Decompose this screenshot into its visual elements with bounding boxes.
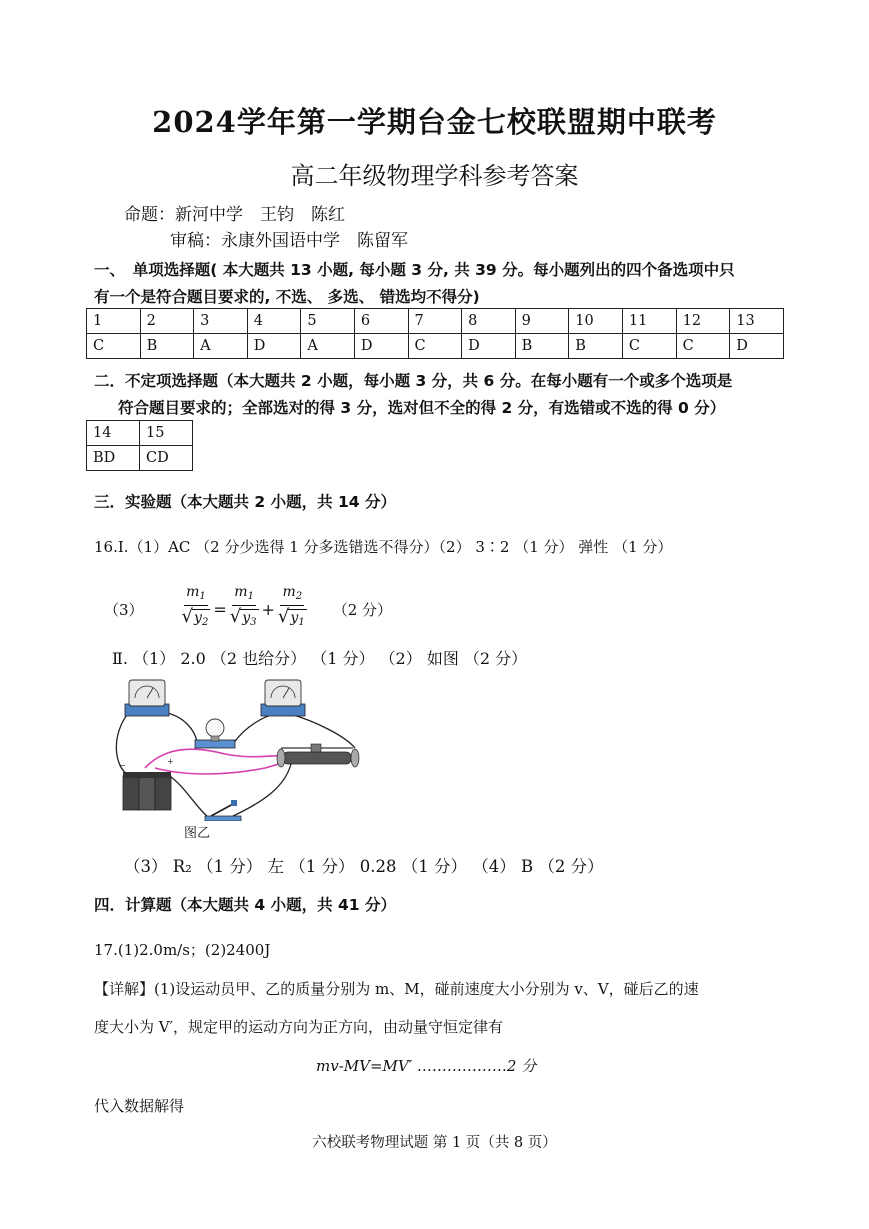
q16-part3 — [104, 584, 392, 634]
table-cell: 14 — [87, 421, 140, 446]
table-cell: C — [622, 334, 676, 359]
wire — [233, 714, 275, 744]
section2-heading-line1: 二．不定项选择题（本大题共 2 小题，每小题 3 分，共 6 分。在每小题有一个或多个选项是 — [94, 372, 733, 390]
table-cell: CD — [139, 446, 192, 471]
figure-caption: 图乙 — [184, 826, 211, 841]
table-cell: 4 — [247, 309, 301, 334]
page-footer: 六校联考物理试题 第 1 页（共 8 页） — [312, 1135, 557, 1151]
voltmeter-icon — [261, 680, 305, 716]
section2-answer-table — [86, 420, 193, 471]
table-cell: B — [569, 334, 623, 359]
momentum-equation: mv-MV=MV′ ………………2 分 — [316, 1057, 537, 1075]
table-cell: 5 — [301, 309, 355, 334]
svg-text:+: + — [167, 757, 174, 766]
section3-heading: 三．实验题（本大题共 2 小题，共 14 分） — [94, 493, 396, 511]
section1-heading-line1: 一、 单项选择题( 本大题共 13 小题, 每小题 3 分, 共 39 分。每小题列出的四个备选项中只 — [94, 261, 735, 279]
section1-answer-table — [86, 308, 784, 359]
momentum-formula: $\frac{m_1}{√y_2}$ = $\frac{m_1}{√y_3}$ + $\frac{m_2}{√y_1}$ — [182, 584, 307, 634]
table-cell: D — [462, 334, 516, 359]
fraction-left: $\frac{m_1}{√y_2}$ — [181, 584, 209, 628]
q16-part1: 16.Ⅰ.（1）AC （2 分少选得 1 分多选错选不得分）（2） 3∶2 （1 分） 弹性 （1 分） — [94, 538, 673, 556]
wire — [163, 712, 197, 742]
table-cell: C — [408, 334, 462, 359]
table-cell: 6 — [354, 309, 408, 334]
table-cell: 13 — [730, 309, 784, 334]
section2-heading-line2: 符合题目要求的；全部选对的得 3 分，选对但不全的得 2 分，有选错或不选的得 0 分） — [118, 399, 726, 417]
switch-icon — [205, 800, 241, 821]
q17-detail-line1: 【详解】(1)设运动员甲、乙的质量分别为 m、M，碰前速度大小分别为 v、V，碰后乙的速 — [94, 980, 699, 998]
fraction-right: $\frac{m_2}{√y_1}$ — [277, 584, 305, 628]
table-cell: B — [515, 334, 569, 359]
table-row — [87, 334, 784, 359]
table-cell: B — [140, 334, 194, 359]
table-cell: 1 — [87, 309, 141, 334]
table-cell: BD — [87, 446, 140, 471]
wire — [155, 760, 291, 774]
q16-part3-label: （3） — [104, 600, 144, 619]
page-subtitle: 高二年级物理学科参考答案 — [290, 162, 579, 190]
table-cell: D — [354, 334, 408, 359]
q17-answer: 17.(1)2.0m/s；(2)2400J — [94, 941, 271, 959]
author-line: 命题：新河中学 王钧 陈红 — [124, 205, 345, 225]
svg-text:−: − — [119, 761, 126, 770]
q17-detail-line2: 度大小为 V′，规定甲的运动方向为正方向，由动量守恒定律有 — [94, 1018, 504, 1036]
table-cell: 8 — [462, 309, 516, 334]
section4-heading: 四．计算题（本大题共 4 小题，共 41 分） — [94, 896, 396, 914]
table-cell: 2 — [140, 309, 194, 334]
section1-heading-line2: 有一个是符合题目要求的, 不选、 多选、 错选均不得分) — [94, 288, 480, 306]
wire — [290, 714, 355, 748]
table-cell: 12 — [676, 309, 730, 334]
table-cell: C — [87, 334, 141, 359]
fraction-middle: $\frac{m_1}{√y_3}$ — [229, 584, 257, 628]
q16-part3-score: （2 分） — [332, 600, 393, 619]
reviewer-line: 审稿：永康外国语中学 陈留军 — [170, 231, 408, 251]
table-row — [87, 309, 784, 334]
ammeter-icon — [125, 680, 169, 716]
table-cell: 10 — [569, 309, 623, 334]
circuit-diagram — [115, 676, 365, 821]
table-cell: D — [247, 334, 301, 359]
q16-part2: Ⅱ. （1） 2.0 （2 也给分） （1 分） （2） 如图 （2 分） — [112, 649, 528, 668]
table-cell: A — [301, 334, 355, 359]
table-cell: C — [676, 334, 730, 359]
page-title: 2024学年第一学期台金七校联盟期中联考 — [152, 105, 717, 139]
lamp-icon — [195, 719, 235, 748]
table-cell: 15 — [139, 421, 192, 446]
table-cell: 9 — [515, 309, 569, 334]
table-cell: 3 — [194, 309, 248, 334]
table-cell: A — [194, 334, 248, 359]
table-row — [87, 421, 193, 446]
table-cell: 7 — [408, 309, 462, 334]
table-cell: D — [730, 334, 784, 359]
table-cell: 11 — [622, 309, 676, 334]
battery-icon — [119, 757, 174, 810]
wire — [167, 774, 207, 816]
rheostat-icon — [277, 744, 359, 767]
q16-part2-3: （3） R₂ （1 分） 左 （1 分） 0.28 （1 分） （4） B （2 分） — [124, 857, 604, 876]
table-row — [87, 446, 193, 471]
substitute-text: 代入数据解得 — [94, 1097, 185, 1115]
